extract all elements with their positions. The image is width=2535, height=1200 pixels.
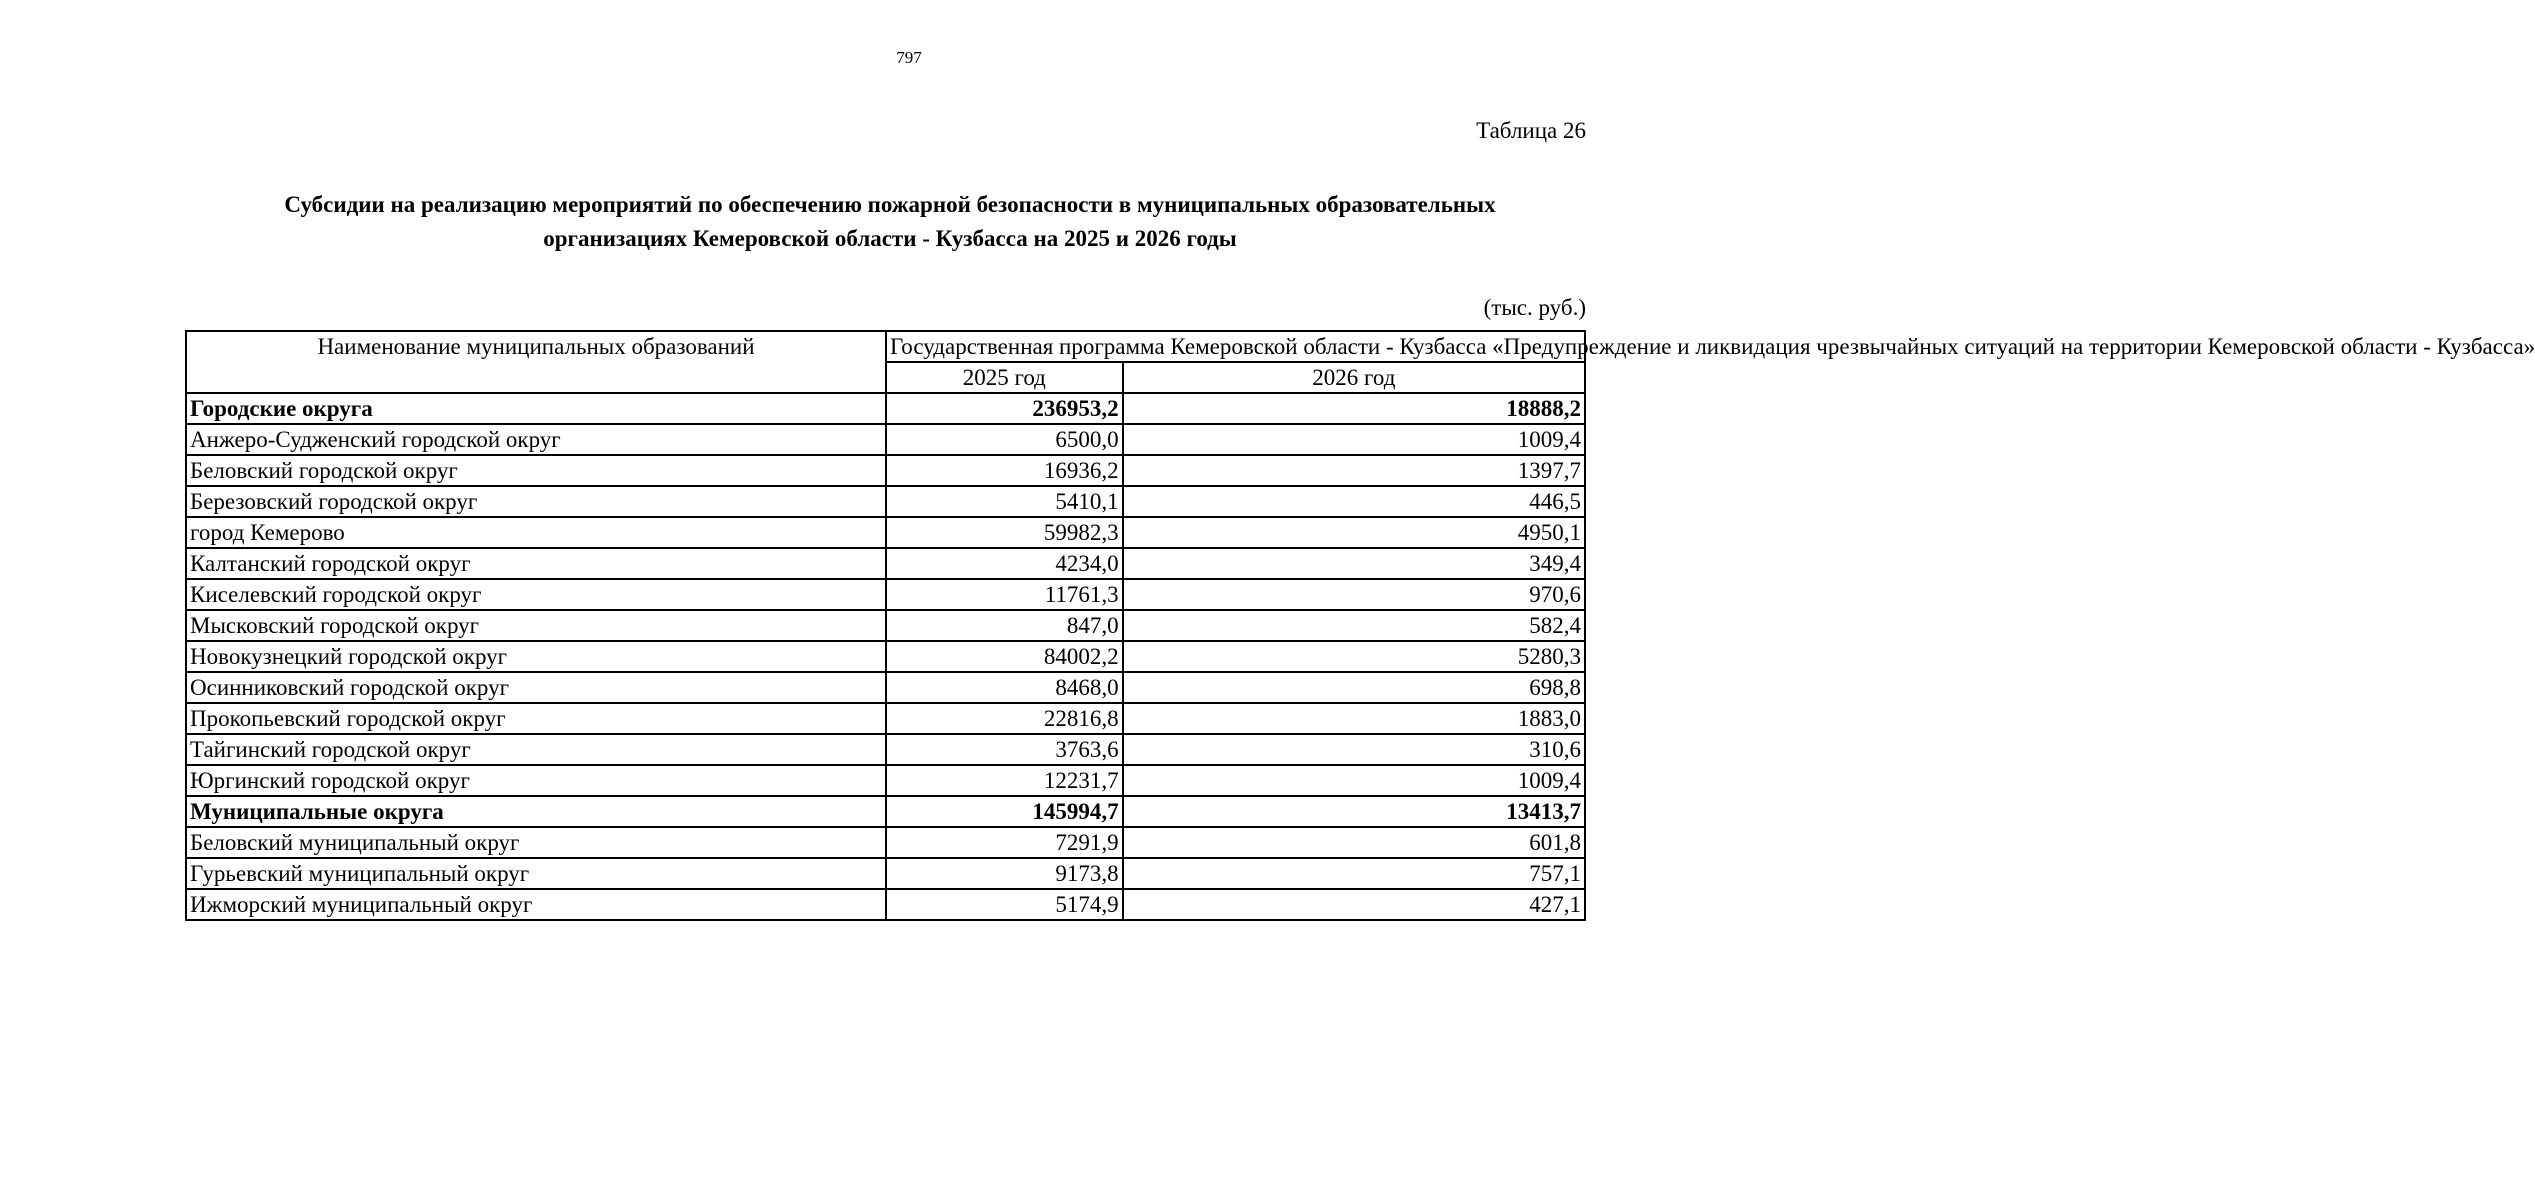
cell-2025: 6500,0	[886, 424, 1123, 455]
cell-2026: 1883,0	[1123, 703, 1585, 734]
cell-2025: 7291,9	[886, 827, 1123, 858]
cell-2025: 145994,7	[886, 796, 1123, 827]
table-row	[186, 455, 1585, 486]
cell-2026: 582,4	[1123, 610, 1585, 641]
cell-2026: 4950,1	[1123, 517, 1585, 548]
cell-2025: 22816,8	[886, 703, 1123, 734]
units-label: (тыс. руб.)	[1483, 295, 1586, 320]
cell-2026: 13413,7	[1123, 796, 1585, 827]
header-year-2025: 2025 год	[886, 362, 1123, 393]
title-line-2: организациях Кемеровской области - Кузбасса на 2025 и 2026 годы	[543, 226, 1237, 251]
cell-2025: 59982,3	[886, 517, 1123, 548]
cell-municipality: Осинниковский городской округ	[186, 672, 886, 703]
table-row	[186, 641, 1585, 672]
cell-2026: 18888,2	[1123, 393, 1585, 424]
cell-2025: 5410,1	[886, 486, 1123, 517]
page-number: 797	[896, 48, 922, 67]
table-row	[186, 734, 1585, 765]
cell-2026: 601,8	[1123, 827, 1585, 858]
cell-2025: 11761,3	[886, 579, 1123, 610]
cell-municipality: Гурьевский муниципальный округ	[186, 858, 886, 889]
table-body	[186, 393, 1585, 920]
cell-municipality: Беловский городской округ	[186, 455, 886, 486]
table-row	[186, 889, 1585, 920]
table-header-row	[186, 331, 1585, 362]
table-row	[186, 517, 1585, 548]
title-line-1: Субсидии на реализацию мероприятий по обеспечению пожарной безопасности в муниципальных образовательных	[284, 192, 1496, 217]
document-title	[160, 188, 1620, 256]
table-row	[186, 548, 1585, 579]
cell-2026: 427,1	[1123, 889, 1585, 920]
cell-2025: 5174,9	[886, 889, 1123, 920]
cell-2026: 757,1	[1123, 858, 1585, 889]
cell-municipality: Анжеро-Судженский городской округ	[186, 424, 886, 455]
cell-municipality: Городские округа	[186, 393, 886, 424]
cell-municipality: Новокузнецкий городской округ	[186, 641, 886, 672]
cell-municipality: Юргинский городской округ	[186, 765, 886, 796]
cell-2026: 5280,3	[1123, 641, 1585, 672]
table-label: Таблица 26	[1476, 118, 1586, 143]
header-municipality-name: Наименование муниципальных образований	[186, 331, 886, 393]
cell-municipality: Тайгинский городской округ	[186, 734, 886, 765]
cell-municipality: Муниципальные округа	[186, 796, 886, 827]
cell-2025: 3763,6	[886, 734, 1123, 765]
cell-2026: 349,4	[1123, 548, 1585, 579]
table-row	[186, 579, 1585, 610]
cell-2025: 236953,2	[886, 393, 1123, 424]
table-group-row	[186, 393, 1585, 424]
header-year-2026: 2026 год	[1123, 362, 1585, 393]
cell-municipality: Беловский муниципальный округ	[186, 827, 886, 858]
table-row	[186, 703, 1585, 734]
cell-2026: 446,5	[1123, 486, 1585, 517]
cell-municipality: Мысковский городской округ	[186, 610, 886, 641]
cell-municipality: Березовский городской округ	[186, 486, 886, 517]
cell-2026: 970,6	[1123, 579, 1585, 610]
cell-2026: 1397,7	[1123, 455, 1585, 486]
header-program: Государственная программа Кемеровской области - Кузбасса «Предупреждение и ликвидация чрезвычайных ситуаций на территории Кемеровской области - Кузбасса»	[886, 331, 1585, 362]
table-row	[186, 610, 1585, 641]
table-row	[186, 672, 1585, 703]
cell-municipality: Прокопьевский городской округ	[186, 703, 886, 734]
cell-2025: 847,0	[886, 610, 1123, 641]
cell-2026: 1009,4	[1123, 424, 1585, 455]
cell-2025: 9173,8	[886, 858, 1123, 889]
table-row	[186, 424, 1585, 455]
cell-2026: 1009,4	[1123, 765, 1585, 796]
table-row	[186, 858, 1585, 889]
subsidies-table	[185, 330, 2535, 921]
cell-municipality: Калтанский городской округ	[186, 548, 886, 579]
cell-2025: 8468,0	[886, 672, 1123, 703]
cell-municipality: Киселевский городской округ	[186, 579, 886, 610]
table-row	[186, 765, 1585, 796]
table-group-row	[186, 796, 1585, 827]
cell-2026: 698,8	[1123, 672, 1585, 703]
cell-2026: 310,6	[1123, 734, 1585, 765]
cell-2025: 84002,2	[886, 641, 1123, 672]
cell-2025: 16936,2	[886, 455, 1123, 486]
cell-municipality: Ижморский муниципальный округ	[186, 889, 886, 920]
table-row	[186, 486, 1585, 517]
table-row	[186, 827, 1585, 858]
cell-2025: 4234,0	[886, 548, 1123, 579]
cell-2025: 12231,7	[886, 765, 1123, 796]
cell-municipality: город Кемерово	[186, 517, 886, 548]
